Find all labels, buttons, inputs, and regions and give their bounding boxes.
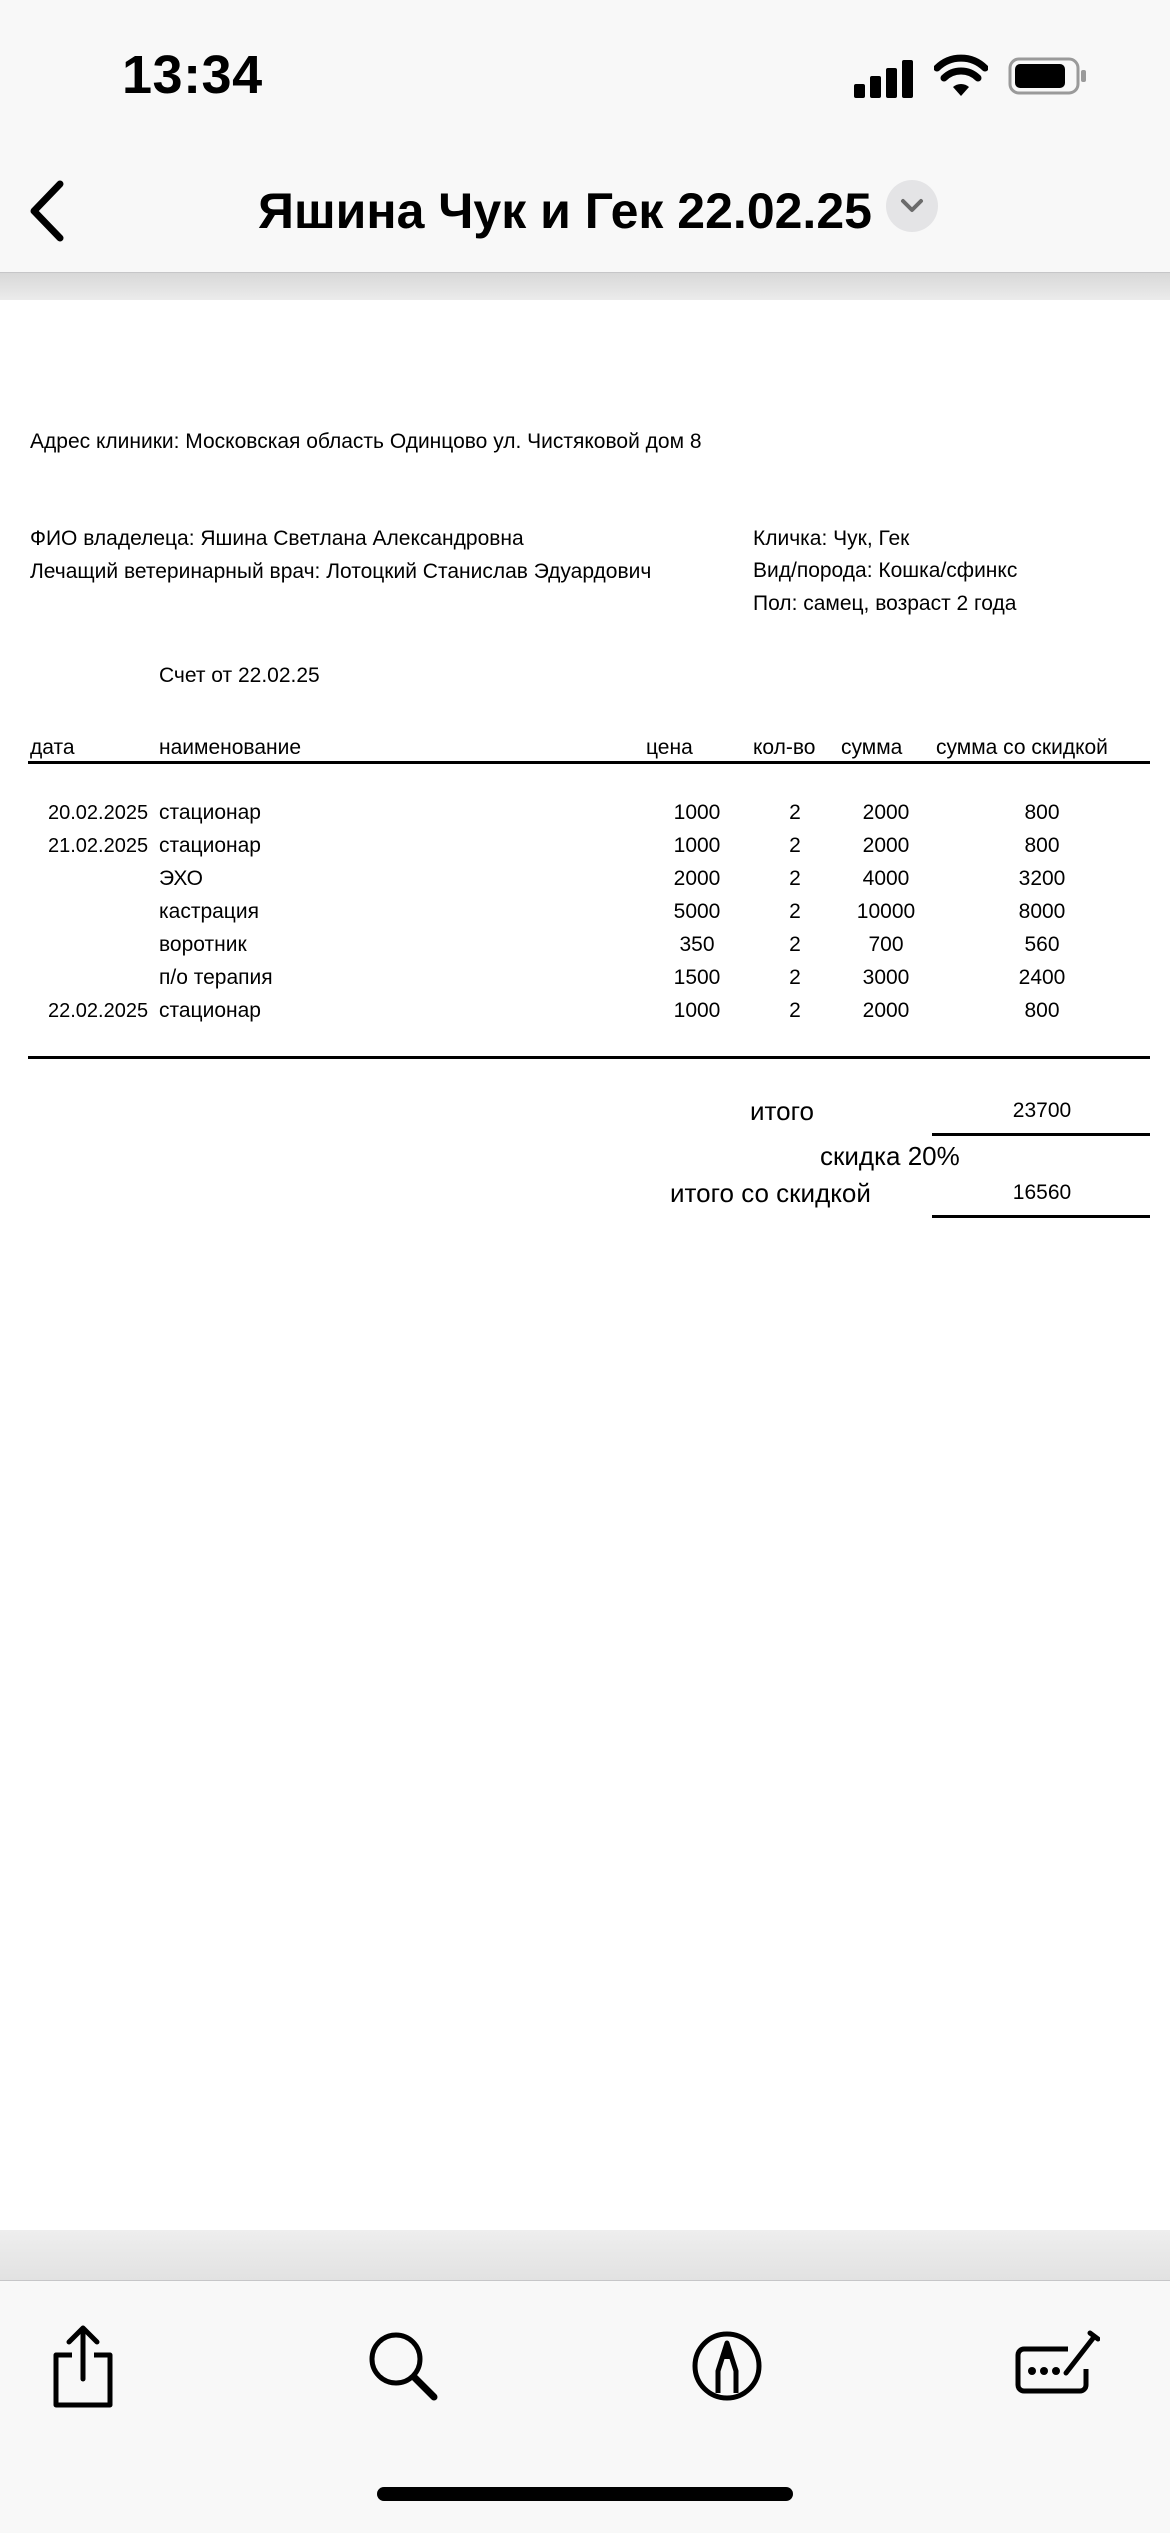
navigation-bar (0, 150, 1170, 273)
column-header-sum: сумма (841, 736, 903, 759)
total-label: итого (750, 1096, 814, 1126)
invoice-title: Счет от 22.02.25 (159, 664, 320, 687)
row-sum: 700 (868, 933, 904, 956)
row-qty: 2 (789, 933, 801, 956)
table-row (0, 830, 1170, 863)
pet-name: Кличка: Чук, Гек (753, 527, 910, 550)
row-qty: 2 (789, 966, 801, 989)
markup-icon[interactable] (682, 2321, 772, 2411)
row-name: п/о терапия (159, 966, 273, 989)
row-qty: 2 (789, 900, 801, 923)
grand-total-underline (932, 1215, 1150, 1218)
row-name: стационар (159, 999, 261, 1022)
clinic-address: Адрес клиники: Московская область Одинцово ул. Чистяковой дом 8 (30, 430, 702, 453)
row-qty: 2 (789, 999, 801, 1022)
table-row (0, 863, 1170, 896)
row-discount-sum: 2400 (1018, 966, 1066, 989)
row-sum: 10000 (856, 900, 916, 923)
row-name: воротник (159, 933, 247, 956)
owner-name: ФИО владелеца: Яшина Светлана Александровна (30, 527, 524, 550)
status-time: 13:34 (122, 45, 263, 105)
battery-icon (1008, 56, 1088, 96)
row-discount-sum: 3200 (1018, 867, 1066, 890)
row-price: 1000 (673, 834, 721, 857)
row-sum: 2000 (862, 999, 910, 1022)
wifi-icon (934, 54, 988, 98)
row-discount-sum: 800 (1024, 999, 1060, 1022)
row-price: 1000 (673, 801, 721, 824)
row-date: 20.02.2025 (48, 802, 149, 824)
pet-sex-age: Пол: самец, возраст 2 года (753, 592, 1017, 615)
row-name: стационар (159, 801, 261, 824)
row-price: 1500 (673, 966, 721, 989)
document-bottom-shadow (0, 2230, 1170, 2280)
share-icon[interactable] (38, 2321, 128, 2411)
status-bar (0, 0, 1170, 150)
row-discount-sum: 800 (1024, 801, 1060, 824)
row-price: 2000 (673, 867, 721, 890)
table-row (0, 995, 1170, 1028)
table-row (0, 962, 1170, 995)
row-sum: 2000 (862, 834, 910, 857)
row-date: 21.02.2025 (48, 835, 149, 857)
keyboard-signature-icon[interactable] (1010, 2321, 1100, 2411)
total-value: 23700 (1012, 1099, 1072, 1122)
header-divider (28, 761, 1150, 764)
table-row (0, 929, 1170, 962)
row-date: 22.02.2025 (48, 1000, 149, 1022)
pet-breed: Вид/порода: Кошка/сфинкс (753, 559, 1018, 582)
column-header-date: дата (30, 736, 75, 759)
document-top-shadow (0, 273, 1170, 301)
column-header-qty: кол-во (753, 736, 816, 759)
title-dropdown-chevron-icon[interactable] (886, 180, 938, 232)
discount-label: скидка 20% (820, 1141, 960, 1171)
row-discount-sum: 800 (1024, 834, 1060, 857)
column-header-name: наименование (159, 736, 302, 759)
search-icon[interactable] (358, 2321, 448, 2411)
column-header-discount-sum: сумма со скидкой (936, 736, 1108, 759)
home-indicator[interactable] (377, 2487, 793, 2501)
document-title[interactable]: Яшина Чук и Гек 22.02.25 (258, 183, 872, 239)
row-qty: 2 (789, 801, 801, 824)
invoice-document[interactable] (0, 300, 1170, 2230)
row-price: 350 (679, 933, 715, 956)
cellular-signal-icon (854, 58, 914, 98)
row-sum: 3000 (862, 966, 910, 989)
vet-name: Лечащий ветеринарный врач: Лотоцкий Станислав Эдуардович (30, 560, 652, 583)
total-underline (932, 1133, 1150, 1136)
row-discount-sum: 560 (1024, 933, 1060, 956)
row-name: стационар (159, 834, 261, 857)
grand-total-label: итого со скидкой (670, 1178, 871, 1208)
row-name: кастрация (159, 900, 259, 923)
row-price: 5000 (673, 900, 721, 923)
row-sum: 4000 (862, 867, 910, 890)
table-row (0, 896, 1170, 929)
table-row (0, 797, 1170, 830)
column-header-price: цена (646, 736, 693, 759)
row-discount-sum: 8000 (1018, 900, 1066, 923)
row-sum: 2000 (862, 801, 910, 824)
row-qty: 2 (789, 867, 801, 890)
row-name: ЭХО (159, 867, 204, 890)
grand-total-value: 16560 (1012, 1181, 1072, 1204)
row-qty: 2 (789, 834, 801, 857)
row-price: 1000 (673, 999, 721, 1022)
table-footer-divider (28, 1056, 1150, 1059)
